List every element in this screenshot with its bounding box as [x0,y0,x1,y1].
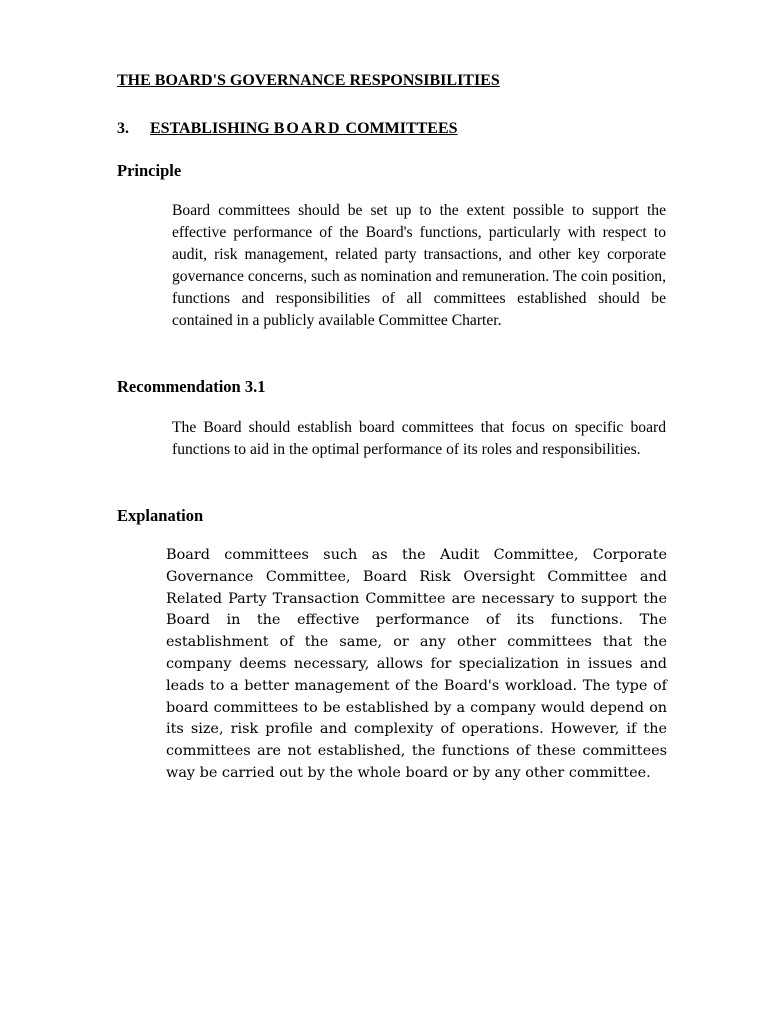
explanation-heading: Explanation [117,506,204,525]
section-title-part1: ESTABLISHING [150,120,274,137]
recommendation-paragraph: The Board should establish board committees that focus on specific board functions to aid in the optimal performance of its roles and responsibilities. [172,419,666,458]
recommendation-heading: Recommendation 3.1 [117,377,266,396]
section-title [150,120,458,137]
principle-paragraph: Board committees should be set up to the extent possible to support the effective performance of the Board's functions, particularly with respect to audit, risk management, related party transactions, and other key corporate governance concerns, such as nomination and remuneration. The coin position, functions and responsibilities of all committees established should be contained in a publicly available Committee Charter. [172,202,666,329]
section-title-spaced: BOARD [273,120,342,137]
explanation-paragraph: Board committees such as the Audit Committee, Corporate Governance Committee, Board Risk Oversight Committee and Related Party Transaction Committee are necessary to support the Board in the effective performance of its functions. The establishment of the same, or any other committees that the company deems necessary, allows for specialization in issues and leads to a better management of the Board's workload. The type of board committees to be established by a company would depend on its size, risk profile and complexity of operations. However, if the committees are not established, the functions of these committees way be carried out by the whole board or by any other committee. [166,547,667,781]
section-number: 3. [117,120,129,137]
section-heading [117,120,458,138]
section-title-part2: COMMITTEES [341,120,458,137]
document-title: THE BOARD'S GOVERNANCE RESPONSIBILITIES [117,72,500,89]
principle-heading: Principle [117,161,182,180]
